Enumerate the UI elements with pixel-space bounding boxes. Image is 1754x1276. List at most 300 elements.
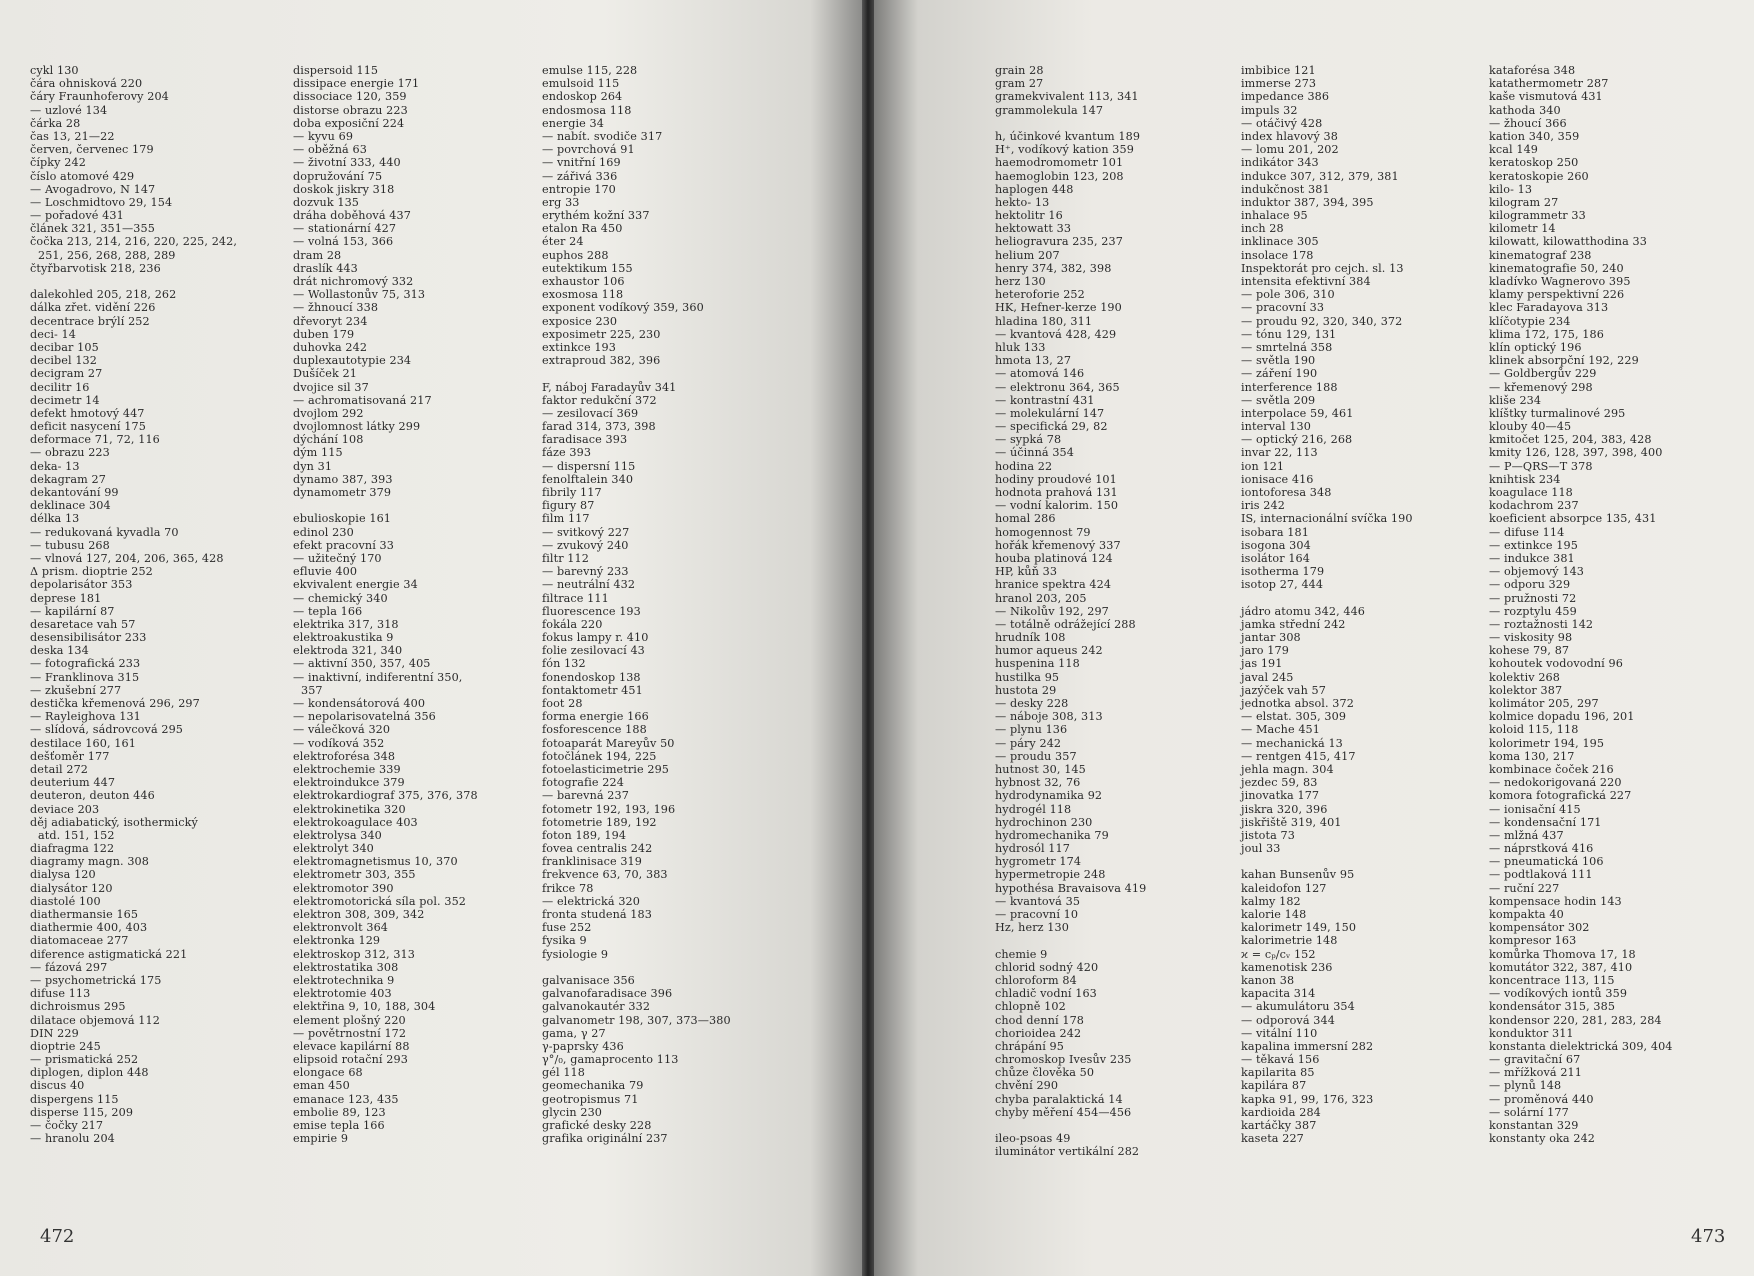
index-entry: H⁺, vodíkový kation 359 — [995, 143, 1134, 157]
index-entry: hustilka 95 — [995, 670, 1060, 684]
index-entry: inklinace 305 — [1241, 235, 1319, 249]
index-entry: — Avogadrovo, N 147 — [30, 182, 156, 196]
index-entry: difuse 113 — [30, 987, 91, 1001]
index-entry: diastolé 100 — [30, 894, 101, 908]
index-entry: heliogravura 235, 237 — [995, 235, 1123, 249]
index-entry: — fázová 297 — [30, 960, 108, 974]
index-entry: kapilarita 85 — [1241, 1066, 1315, 1080]
index-entry: — páry 242 — [995, 736, 1062, 750]
index-entry: — křemenový 298 — [1489, 380, 1593, 394]
index-entry: kathoda 340 — [1489, 103, 1561, 117]
index-entry: interpolace 59, 461 — [1241, 406, 1354, 420]
index-entry: fón 132 — [542, 657, 586, 671]
index-entry: huspenina 118 — [995, 657, 1080, 671]
index-entry: kliše 234 — [1489, 393, 1542, 407]
index-entry: fokus lampy r. 410 — [542, 631, 649, 645]
index-entry: — indukce 381 — [1489, 551, 1575, 565]
index-entry: — povrchová 91 — [542, 143, 635, 157]
index-entry: — nedokorigovaná 220 — [1489, 776, 1622, 790]
index-entry: chyby měření 454—456 — [995, 1105, 1132, 1119]
index-entry: — proudu 357 — [995, 749, 1077, 763]
index-entry: h, účinkové kvantum 189 — [995, 129, 1141, 143]
index-entry: — elektrická 320 — [542, 894, 640, 908]
index-entry: Dušíček 21 — [293, 367, 357, 381]
index-entry: ion 121 — [1241, 459, 1285, 473]
index-entry: — dispersní 115 — [542, 459, 636, 473]
index-entry: klín optický 196 — [1489, 340, 1582, 354]
index-entry: houba platinová 124 — [995, 551, 1113, 565]
index-entry: ekvivalent energie 34 — [293, 578, 418, 592]
index-entry: elektroda 321, 340 — [293, 644, 403, 658]
index-entry: galvanometr 198, 307, 373—380 — [542, 1013, 731, 1027]
index-entry: — pole 306, 310 — [1241, 288, 1335, 302]
index-entry: dynamo 387, 393 — [293, 472, 393, 486]
index-entry: dalekohled 205, 218, 262 — [30, 288, 177, 302]
index-entry: jezdec 59, 83 — [1241, 776, 1318, 790]
index-entry: fovea centralis 242 — [542, 842, 653, 856]
index-entry: hustota 29 — [995, 683, 1057, 697]
index-entry: duben 179 — [293, 327, 355, 341]
index-entry: doskok jiskry 318 — [293, 182, 395, 196]
index-entry: indukce 307, 312, 379, 381 — [1241, 169, 1399, 183]
index-entry: jiskra 320, 396 — [1241, 802, 1328, 816]
index-entry: chod denní 178 — [995, 1013, 1085, 1027]
index-entry: grammolekula 147 — [995, 103, 1104, 117]
index-entry: hodina 22 — [995, 459, 1053, 473]
index-entry: forma energie 166 — [542, 710, 649, 724]
index-entry: dynamometr 379 — [293, 486, 392, 499]
index-entry: depolarisátor 353 — [30, 578, 133, 592]
index-entry: isotherma 179 — [1241, 565, 1325, 579]
index-entry: — nabít. svodiče 317 — [542, 129, 663, 143]
index-entry: imbibice 121 — [1241, 64, 1316, 77]
index-entry: — odporová 344 — [1241, 1013, 1335, 1027]
index-entry: dialysátor 120 — [30, 881, 113, 895]
page-number: 472 — [40, 1226, 75, 1247]
index-entry: — barevný 233 — [542, 565, 629, 579]
index-entry: kapacita 314 — [1241, 987, 1316, 1001]
index-entry: Hz, herz 130 — [995, 921, 1069, 935]
index-entry: — Goldbergův 229 — [1489, 367, 1597, 381]
index-entry: fontaktometr 451 — [542, 683, 643, 697]
index-entry: kodachrom 237 — [1489, 499, 1579, 513]
index-entry: kalmy 182 — [1241, 894, 1301, 908]
index-entry: deuterium 447 — [30, 776, 116, 790]
index-entry: iluminátor vertikální 282 — [995, 1145, 1140, 1159]
index-entry: galvanisace 356 — [542, 973, 635, 987]
index-entry: — stationární 427 — [293, 222, 397, 236]
index-entry: hydrogél 118 — [995, 802, 1072, 816]
index-entry: fysiologie 9 — [542, 947, 609, 961]
index-entry: F, náboj Faradayův 341 — [542, 380, 677, 394]
index-entry: haemoglobin 123, 208 — [995, 169, 1124, 183]
index-entry: foot 28 — [542, 697, 583, 710]
index-entry: javal 245 — [1241, 670, 1294, 684]
index-entry: — solární 177 — [1489, 1105, 1569, 1119]
index-entry: folie zesilovací 43 — [542, 644, 645, 658]
index-entry: ileo-psoas 49 — [995, 1132, 1071, 1146]
index-entry: čípky 242 — [30, 156, 86, 170]
group-gap — [542, 961, 787, 974]
index-entry: elektromotorická síla pol. 352 — [293, 894, 467, 908]
index-entry: fotografie 224 — [542, 776, 624, 790]
index-entry: fysika 9 — [542, 934, 587, 948]
index-entry: fluorescence 193 — [542, 604, 641, 618]
index-entry: — životní 333, 440 — [293, 156, 401, 170]
index-entry: exposice 230 — [542, 314, 618, 328]
index-entry: cykl 130 — [30, 64, 79, 77]
index-entry: čára ohnisková 220 — [30, 77, 143, 91]
index-entry: číslo atomové 429 — [30, 169, 135, 183]
index-entry: kilowatt, kilowatthodina 33 — [1489, 235, 1647, 249]
index-entry: emulse 115, 228 — [542, 64, 638, 77]
index-entry: chorioidea 242 — [995, 1026, 1082, 1040]
index-entry: fotoaparát Mareyův 50 — [542, 736, 675, 750]
index-entry: dichroismus 295 — [30, 1000, 126, 1014]
index-entry: draslík 443 — [293, 261, 358, 275]
index-entry: kladívko Wagnerovo 395 — [1489, 275, 1631, 288]
index-entry: IS, internacionální svíčka 190 — [1241, 512, 1413, 526]
index-entry: knihtisk 234 — [1489, 472, 1561, 486]
index-entry: kahan Bunsenův 95 — [1241, 868, 1355, 882]
index-entry: elektrika 317, 318 — [293, 617, 399, 631]
index-entry: dýchání 108 — [293, 433, 364, 447]
index-entry: doba exposiční 224 — [293, 116, 405, 130]
index-entry: katathermometr 287 — [1489, 77, 1609, 91]
index-entry: interval 130 — [1241, 420, 1311, 434]
index-entry: kamenotisk 236 — [1241, 960, 1333, 974]
index-entry: — žhoucí 366 — [1489, 116, 1567, 130]
index-entry: kompresor 163 — [1489, 934, 1577, 948]
index-entry: chladič vodní 163 — [995, 987, 1097, 1001]
index-entry: isobara 181 — [1241, 525, 1309, 539]
index-entry: jádro atomu 342, 446 — [1241, 604, 1366, 618]
left-page — [0, 0, 862, 1276]
index-entry: — Mache 451 — [1241, 723, 1320, 737]
index-entry: — P—QRS—T 378 — [1489, 459, 1593, 473]
index-entry: — podtlaková 111 — [1489, 868, 1593, 882]
index-entry: — pneumatická 106 — [1489, 855, 1604, 869]
index-entry: 251, 256, 268, 288, 289 — [38, 248, 176, 262]
index-entry: chvění 290 — [995, 1079, 1059, 1093]
index-entry: duhovka 242 — [293, 340, 368, 354]
index-entry: délka 13 — [30, 512, 80, 526]
index-entry: 357 — [301, 683, 323, 697]
index-entry: fronta studená 183 — [542, 908, 652, 921]
index-entry: ϰ = cₚ/cᵥ 152 — [1241, 947, 1316, 961]
index-entry: čtyřbarvotisk 218, 236 — [30, 261, 161, 275]
index-entry: elektroakustika 9 — [293, 631, 394, 645]
index-entry: chlorid sodný 420 — [995, 960, 1099, 974]
index-entry: isotop 27, 444 — [1241, 578, 1324, 592]
index-entry: filtr 112 — [542, 551, 589, 565]
index-entry: γ°/₀, gamaprocento 113 — [542, 1053, 679, 1067]
index-entry: hektolitr 16 — [995, 209, 1063, 223]
index-entry: deka- 13 — [30, 459, 80, 473]
index-entry: — odporu 329 — [1489, 578, 1571, 592]
index-entry: — náprstková 416 — [1489, 842, 1594, 856]
index-entry: kalorimetrie 148 — [1241, 934, 1338, 948]
index-entry: frekvence 63, 70, 383 — [542, 868, 668, 882]
index-entry: elipsoid rotační 293 — [293, 1053, 408, 1067]
index-entry: čáry Fraunhoferovy 204 — [30, 90, 169, 104]
index-entry: — tepla 166 — [293, 604, 363, 618]
index-entry: — mechanická 13 — [1241, 736, 1343, 750]
index-entry: elektrometr 303, 355 — [293, 868, 416, 882]
index-entry: — pracovní 10 — [995, 908, 1079, 921]
index-entry: dešťoměr 177 — [30, 749, 110, 763]
index-entry: — plynu 136 — [995, 723, 1068, 737]
index-entry: kolorimetr 194, 195 — [1489, 736, 1605, 750]
index-entry: exposimetr 225, 230 — [542, 327, 661, 341]
index-entry: — Loschmidtovo 29, 154 — [30, 195, 173, 209]
index-entry: — viskosity 98 — [1489, 631, 1573, 645]
index-entry: grain 28 — [995, 64, 1044, 77]
index-entry: diagramy magn. 308 — [30, 855, 149, 869]
index-entry: gramekvivalent 113, 341 — [995, 90, 1139, 104]
index-entry: Δ prism. dioptrie 252 — [30, 565, 153, 579]
index-entry: elektromotor 390 — [293, 881, 394, 895]
index-entry: — zvukový 240 — [542, 538, 629, 552]
index-entry: kapilára 87 — [1241, 1079, 1307, 1093]
index-entry: chromoskop Ivesův 235 — [995, 1053, 1132, 1067]
index-entry: koagulace 118 — [1489, 486, 1573, 499]
index-entry: fotometr 192, 193, 196 — [542, 802, 676, 816]
index-entry: — prismatická 252 — [30, 1053, 139, 1067]
index-entry: fenolftalein 340 — [542, 472, 634, 486]
index-entry: elongace 68 — [293, 1066, 363, 1080]
group-gap — [995, 934, 1240, 947]
index-entry: fonendoskop 138 — [542, 670, 641, 684]
index-entry: — nepolarisovatelná 356 — [293, 710, 436, 724]
index-entry: grafika originální 237 — [542, 1132, 668, 1146]
index-entry: — plynů 148 — [1489, 1079, 1562, 1093]
group-gap — [1241, 855, 1486, 868]
index-column — [1489, 64, 1734, 1145]
index-entry: — elektronu 364, 365 — [995, 380, 1120, 394]
index-entry: elektrokinetika 320 — [293, 802, 406, 816]
index-entry: dřevoryt 234 — [293, 314, 368, 328]
index-entry: elevace kapilární 88 — [293, 1039, 410, 1053]
index-entry: — mlžná 437 — [1489, 828, 1564, 842]
index-entry: jednotka absol. 372 — [1241, 697, 1354, 710]
index-entry: jas 191 — [1241, 657, 1283, 671]
index-entry: drát nichromový 332 — [293, 275, 414, 288]
index-entry: exhaustor 106 — [542, 275, 625, 288]
index-entry: chrápání 95 — [995, 1039, 1064, 1053]
index-entry: distorse obrazu 223 — [293, 103, 408, 117]
index-entry: kolimátor 205, 297 — [1489, 697, 1599, 710]
index-entry: fotočlánek 194, 225 — [542, 749, 657, 763]
index-entry: konstanty oka 242 — [1489, 1132, 1595, 1146]
index-entry: kilometr 14 — [1489, 222, 1556, 236]
index-entry: deuteron, deuton 446 — [30, 789, 155, 803]
index-entry: isogona 304 — [1241, 538, 1311, 552]
index-entry: komutátor 322, 387, 410 — [1489, 960, 1633, 974]
index-entry: — achromatisovaná 217 — [293, 393, 432, 407]
index-entry: dispergens 115 — [30, 1092, 119, 1106]
index-entry: — kondensátorová 400 — [293, 697, 426, 710]
index-entry: — čočky 217 — [30, 1119, 104, 1132]
index-entry: klima 172, 175, 186 — [1489, 327, 1604, 341]
index-entry: galvanofaradisace 396 — [542, 987, 673, 1001]
index-entry: destilace 160, 161 — [30, 736, 136, 750]
index-entry: kalorie 148 — [1241, 908, 1307, 921]
index-entry: haplogen 448 — [995, 182, 1074, 196]
index-entry: efekt pracovní 33 — [293, 538, 394, 552]
index-entry: kondensátor 315, 385 — [1489, 1000, 1616, 1014]
index-entry: destička křemenová 296, 297 — [30, 697, 200, 710]
index-entry: interference 188 — [1241, 380, 1338, 394]
index-entry: kombinace čoček 216 — [1489, 762, 1614, 776]
index-entry: čočka 213, 214, 216, 220, 225, 242, — [30, 235, 238, 249]
index-entry: detail 272 — [30, 762, 89, 776]
index-entry: γ-paprsky 436 — [542, 1039, 624, 1053]
index-entry: koloid 115, 118 — [1489, 723, 1579, 737]
index-entry: kolektiv 268 — [1489, 670, 1560, 684]
index-entry: elektrolysa 340 — [293, 828, 382, 842]
index-entry: — světla 190 — [1241, 354, 1316, 368]
index-entry: homogennost 79 — [995, 525, 1091, 539]
index-entry: insolace 178 — [1241, 248, 1314, 262]
index-entry: — Rayleighova 131 — [30, 710, 141, 724]
index-entry: eman 450 — [293, 1079, 350, 1093]
index-entry: diathermie 400, 403 — [30, 921, 148, 935]
index-entry: kompensátor 302 — [1489, 921, 1590, 935]
index-entry: kaseta 227 — [1241, 1132, 1304, 1146]
index-entry: gama, γ 27 — [542, 1026, 606, 1040]
index-entry: — proudu 92, 320, 340, 372 — [1241, 314, 1403, 328]
index-entry: indikátor 343 — [1241, 156, 1319, 170]
index-entry: deficit nasycení 175 — [30, 420, 146, 434]
index-entry: kilo- 13 — [1489, 182, 1533, 196]
group-gap — [293, 499, 538, 512]
index-entry: — chemický 340 — [293, 591, 388, 605]
index-column — [293, 64, 538, 1145]
index-entry: elektrotomie 403 — [293, 987, 392, 1001]
index-entry: joul 33 — [1241, 842, 1281, 856]
index-entry: — smrtelná 358 — [1241, 340, 1333, 354]
index-entry: hydromechanika 79 — [995, 828, 1109, 842]
index-entry: kilogram 27 — [1489, 195, 1559, 209]
index-entry: fotoelasticimetrie 295 — [542, 762, 670, 776]
index-entry: fáze 393 — [542, 446, 592, 460]
index-entry: index hlavový 38 — [1241, 129, 1338, 143]
index-entry: — rentgen 415, 417 — [1241, 749, 1356, 763]
index-entry: — mřížková 211 — [1489, 1066, 1582, 1080]
index-entry: kolmice dopadu 196, 201 — [1489, 710, 1635, 724]
index-entry: hmota 13, 27 — [995, 354, 1072, 368]
index-entry: — Nikolův 192, 297 — [995, 604, 1109, 618]
index-entry: efluvie 400 — [293, 565, 358, 579]
group-gap — [1241, 592, 1486, 605]
index-entry: čárka 28 — [30, 116, 81, 130]
index-entry: kaleidofon 127 — [1241, 881, 1327, 895]
index-entry: kmity 126, 128, 397, 398, 400 — [1489, 446, 1663, 460]
index-entry: — kvantová 428, 429 — [995, 327, 1117, 341]
index-entry: dram 28 — [293, 248, 342, 262]
index-entry: figury 87 — [542, 499, 595, 513]
index-entry: jazýček vah 57 — [1241, 683, 1326, 697]
index-entry: heteroforie 252 — [995, 288, 1085, 302]
index-entry: empirie 9 — [293, 1132, 349, 1146]
index-entry: kompensace hodin 143 — [1489, 894, 1622, 908]
index-entry: dispersoid 115 — [293, 64, 379, 77]
index-entry: entropie 170 — [542, 182, 616, 196]
index-entry: elektrostatika 308 — [293, 960, 399, 974]
index-entry: elektronvolt 364 — [293, 921, 389, 935]
index-entry: euphos 288 — [542, 248, 609, 262]
index-entry: ebulioskopie 161 — [293, 512, 392, 526]
index-entry: — pracovní 33 — [1241, 301, 1325, 315]
index-entry: — hranolu 204 — [30, 1132, 115, 1146]
index-entry: jiskřiště 319, 401 — [1241, 815, 1342, 829]
index-entry: — žhnoucí 338 — [293, 301, 379, 315]
index-entry: element plošný 220 — [293, 1013, 406, 1027]
index-entry: dvojlomnost látky 299 — [293, 420, 421, 434]
index-entry: — tónu 129, 131 — [1241, 327, 1337, 341]
group-gap — [995, 1119, 1240, 1132]
page-number: 473 — [1691, 1226, 1726, 1247]
index-entry: HK, Hefner-kerze 190 — [995, 301, 1122, 315]
index-entry: — kondensační 171 — [1489, 815, 1602, 829]
index-entry: isolátor 164 — [1241, 551, 1310, 565]
index-entry: kompakta 40 — [1489, 908, 1564, 921]
index-entry: decibel 132 — [30, 354, 97, 368]
index-entry: deci- 14 — [30, 327, 76, 341]
index-entry: komora fotografická 227 — [1489, 789, 1632, 803]
index-entry: hrudník 108 — [995, 631, 1066, 645]
index-entry: hypermetropie 248 — [995, 868, 1106, 882]
index-entry: hodiny proudové 101 — [995, 472, 1117, 486]
index-entry: — zkušební 277 — [30, 683, 122, 697]
index-entry: — slídová, sádrovcová 295 — [30, 723, 184, 737]
index-entry: haemodromometr 101 — [995, 156, 1124, 170]
index-entry: dým 115 — [293, 446, 343, 460]
index-entry: dissociace 120, 359 — [293, 90, 407, 104]
index-entry: deviace 203 — [30, 802, 100, 816]
index-entry: defekt hmotový 447 — [30, 406, 145, 420]
index-entry: — užitečný 170 — [293, 551, 382, 565]
index-entry: — sypká 78 — [995, 433, 1062, 447]
index-entry: extraproud 382, 396 — [542, 354, 661, 368]
index-entry: fibrily 117 — [542, 486, 602, 499]
index-entry: glycin 230 — [542, 1105, 603, 1119]
index-entry: decentrace brýlí 252 — [30, 314, 150, 328]
index-entry: ionisace 416 — [1241, 472, 1314, 486]
index-entry: — aktivní 350, 357, 405 — [293, 657, 431, 671]
index-entry: hybnost 32, 76 — [995, 776, 1081, 790]
index-entry: decibar 105 — [30, 340, 99, 354]
index-entry: gram 27 — [995, 77, 1044, 91]
index-entry: dvojice sil 37 — [293, 380, 369, 394]
index-entry: — inaktivní, indiferentní 350, — [293, 670, 463, 684]
index-entry: — fotografická 233 — [30, 657, 141, 671]
index-entry: henry 374, 382, 398 — [995, 261, 1112, 275]
index-entry: elektrolyt 340 — [293, 842, 374, 856]
index-entry: — barevná 237 — [542, 789, 629, 803]
right-page — [874, 0, 1754, 1276]
index-entry: geomechanika 79 — [542, 1079, 644, 1093]
index-entry: homal 286 — [995, 512, 1056, 526]
index-entry: filtrace 111 — [542, 591, 609, 605]
index-entry: elektrotechnika 9 — [293, 973, 395, 987]
index-entry: jehla magn. 304 — [1241, 762, 1334, 776]
index-entry: hydrochinon 230 — [995, 815, 1093, 829]
index-entry: — volná 153, 366 — [293, 235, 394, 249]
index-entry: embolie 89, 123 — [293, 1105, 386, 1119]
index-entry: elektroindukce 379 — [293, 776, 405, 790]
